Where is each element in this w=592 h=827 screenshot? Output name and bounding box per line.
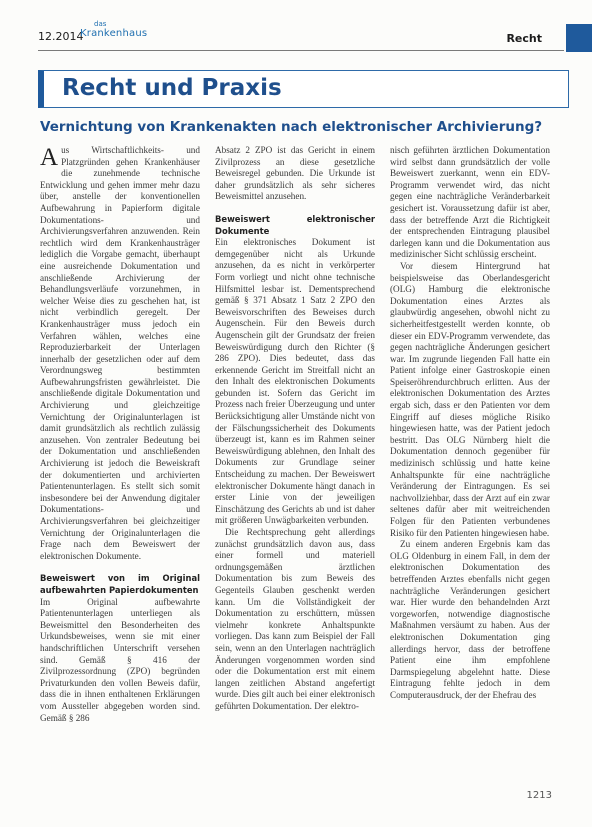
paragraph-text: us Wirtschaftlichkeits- und Platzgründen gehen Krankenhäuser die zunehmende technische Entwicklung und gehen immer mehr dazu über, anstelle der konventionellen Aufbewahrung in Papierform digitale Dokumentations- und Archivierungsverfahren anzuwenden. Rein rechtlich wird dem Krankenhausträger lediglich die Vorgabe gemacht, überhaupt eine ausreichende Dokumentation und anschließende Archivierung der Behandlungsverläufe vorzunehmen, in welcher Weise dies zu geschehen hat, ist nicht verbindlich geregelt. Der Krankenhausträger muss jedoch ein Verfahren wählen, welches eine Reproduzierbarkeit der Unterlagen innerhalb der gesetzlichen oder auf dem Verordnungsweg bestimmten Aufbewahrungsfristen gewährleistet. Die anschließende digitale Dokumentation und Archivierung und gleichzeitige Vernichtung der Originalunterlagen ist damit grundsätzlich als rechtlich zulässig anzusehen. Von zentraler Bedeutung bei der Dokumentation und anschließenden Archivierung ist jedoch die Beweiskraft der dokumentierten und archivierten Patientenunterlagen. Es stellt sich somit insbesondere bei der Anwendung digitaler Dokumentations- und Archivierungsverfahren bei gleichzeitiger Vernichtung der Originalunterlagen die Frage nach dem Beweiswert der elektronischen Dokumente.	[40, 145, 200, 561]
paragraph: nisch geführten ärztlichen Dokumentation wird selbst dann grundsätzlich der volle Beweiswert zuerkannt, wenn ein EDV-Programm verwendet wird, das nicht gegen eine nachträgliche Veränderbarkeit gesichert ist. Voraussetzung dafür ist aber, dass der betreffende Arzt die Richtigkeit der entsprechenden Eintragung plausibel darlegen kann und die Dokumentation aus medizinischer Sicht schlüssig erscheint.	[390, 145, 550, 260]
drop-cap: A	[40, 144, 59, 171]
article-title: Vernichtung von Krankenakten nach elektronischer Archivierung?	[40, 119, 543, 135]
paragraph: Vor diesem Hintergrund hat beispielsweise das Oberlandesgericht (OLG) Hamburg die elektronische Dokumentation eines Arztes als glaubwürdig angesehen, obwohl nicht zu sicherheitfestgestellt werden konnte, ob dieser ein EDV-Programm verwendete, das gegen nachträgliche Änderungen gesichert war. Im zugrunde liegenden Fall hatte ein Patient infolge einer Gastroskopie einen Speiseröhrendurchbruch erlitten. Aus der elektronischen Dokumentation des Arztes ergab sich, dass er den Patienten vor dem Eingriff auf dieses mögliche Risiko hingewiesen hatte, was der Patient jedoch bestritt. Das OLG Nürnberg hielt die Dokumentation dennoch gegenüber für medizinisch schlüssig und hatte keine Anhaltspunkte für eine nachträgliche Veränderung der Eintragungen. Es sei nachvollziehbar, dass der Arzt auf ein zwar seltenes dafür aber mit weitreichenden Folgen für den Patienten verbundenes Risiko für den Patienten hingewiesen habe.	[390, 260, 550, 538]
subheading: Beweiswert von im Original aufbewahrten Papierdokumenten	[40, 573, 200, 595]
corner-tab	[566, 24, 592, 52]
issue-date: 12.2014	[38, 30, 84, 43]
text-column-1	[40, 145, 200, 724]
text-column-3	[390, 145, 550, 702]
paragraph: Ein elektronisches Dokument ist demgegenüber nicht als Urkunde anzusehen, da es nicht in verkörperter Form vorliegt und nicht ohne technische Hilfsmittel lesbar ist. Dementsprechend gemäß § 371 Absatz 1 Satz 2 ZPO den Beweisvorschriften des Beweises durch Augenschein. Für den Beweis durch Augenschein gilt der Grundsatz der freien Beweiswürdigung durch den Richter (§ 286 ZPO). Dies bedeutet, dass das erkennende Gericht im Streitfall nicht an den Inhalt des elektronischen Dokuments gebunden ist. Sofern das Gericht im Prozess nach freier Überzeugung und unter Berücksichtigung aller Umstände nicht von der Fälschungssicherheit des Dokuments überzeugt ist, kann es im Rahmen seiner Beweiswürdigung ablehnen, den Inhalt des Dokuments zur Grundlage seiner Entscheidung zu machen. Der Beweiswert elektronischer Dokumente hängt danach in erster Linie von der jeweiligen Einschätzung des Gerichts ab und ist daher mit größeren Unwägbarkeiten verbunden.	[215, 237, 375, 526]
paragraph	[40, 145, 200, 562]
logo-main-text: Krankenhaus	[80, 28, 148, 39]
paragraph: Absatz 2 ZPO ist das Gericht in einem Zivilprozess an diese gesetzliche Beweisregel gebunden. Die Urkunde ist daher grundsätzlich als sehr sicheres Beweismittel anzusehen.	[215, 145, 375, 202]
paragraph: Zu einem anderen Ergebnis kam das OLG Oldenburg in einem Fall, in dem der elektronischen Dokumentation des betreffenden Arztes ebenfalls nicht gegen nachträgliche Veränderungen gesichert war. Hier wurde den behandelnden Arzt vorgeworfen, notwendige diagnostische Maßnahmen versäumt zu haben. Aus der elektronischen Dokumentation ging allerdings hervor, dass der betroffene Patient eine ihm empfohlene Darmspiegelung abgelehnt hatte. Diese Eintragung fehlte jedoch in dem Computerausdruck, der der Ehefrau des	[390, 539, 550, 700]
paragraph: Die Rechtsprechung geht allerdings zunächst grundsätzlich davon aus, dass einer formell und materiell ordnungsgemäßen ärztlichen Dokumentation bis zum Beweis des Gegenteils Glauben geschenkt werden kann. Um die Vollständigkeit der Dokumentation zu erschüttern, müssen vielmehr konkrete Anhaltspunkte vorliegen. Das kann zum Beispiel der Fall sein, wenn an den Unterlagen nachträglich Änderungen vorgenommen worden sind oder die Dokumentation erst mit einem langen zeitlichen Abstand angefertigt wurde. Dies gilt auch bei einer elektronisch geführten Dokumentation. Der elektro-	[215, 527, 375, 711]
logo-small-text: das	[94, 20, 107, 28]
page-number: 1213	[526, 790, 552, 801]
header-divider	[38, 50, 564, 51]
section-label: Recht	[506, 32, 542, 45]
page-header	[0, 0, 592, 58]
section-banner	[38, 70, 569, 108]
text-column-2	[215, 145, 375, 713]
paragraph: Im Original aufbewahrte Patientenunterlagen unterliegen als Beweismittel den Besonderheiten des Urkundsbeweises, wenn sie mit einer handschriftlichen Unterschrift versehen sind. Gemäß § 416 der Zivilprozessordnung (ZPO) begründen Privaturkunden den vollen Beweis dafür, dass die in ihnen enthaltenen Erklärungen vom Aussteller abgegeben worden sind. Gemäß § 286	[40, 596, 200, 723]
subheading: Beweiswert elektronischer Dokumente	[215, 213, 375, 236]
banner-title: Recht und Praxis	[62, 75, 282, 101]
